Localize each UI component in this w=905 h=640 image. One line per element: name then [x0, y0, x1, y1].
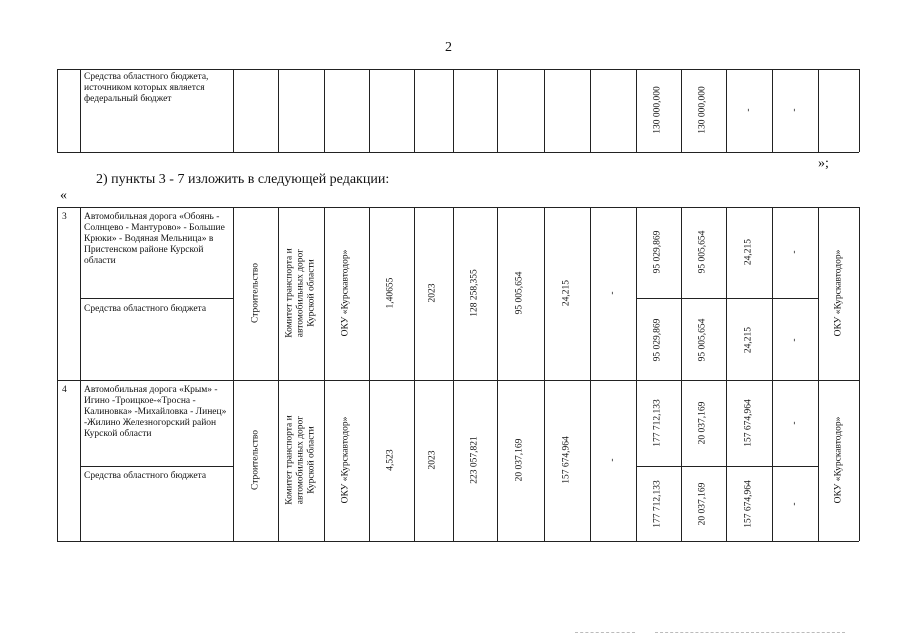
- item-budget-c13: 157 674,964: [743, 480, 754, 528]
- item-budget-c12: 95 005,654: [697, 318, 708, 362]
- item-work-type: Строительство: [250, 262, 261, 324]
- item-total-c11: 177 712,133: [652, 399, 663, 447]
- item-col10: -: [607, 291, 618, 295]
- prev-row-cell-col13: -: [789, 108, 800, 112]
- item-budget-c13: 24,215: [743, 326, 754, 354]
- item-budget-c11: 95 029,869: [652, 318, 663, 362]
- prev-row-cell-col12: -: [743, 108, 754, 112]
- item-total-c11: 95 029,869: [652, 230, 663, 274]
- item-customer: Комитет транспорта и автомобильных дорог Курской области: [284, 415, 317, 505]
- item-year: 2023: [427, 450, 438, 470]
- item-budget-c14: -: [789, 502, 800, 506]
- item-remaining: 157 674,964: [561, 436, 572, 484]
- item-remaining: 24,215: [561, 279, 572, 307]
- item-prev-financed: 95 005,654: [514, 271, 525, 315]
- item-cost: 223 057,821: [469, 436, 480, 484]
- item-budget-c12: 20 037,169: [697, 482, 708, 526]
- item-total-c12: 20 037,169: [697, 401, 708, 445]
- item-cost: 128 258,355: [469, 269, 480, 317]
- prev-row-description: Средства областного бюджета, источником которых является федеральный бюджет: [84, 72, 209, 104]
- item-total-c14: -: [789, 250, 800, 254]
- item-number: 4: [62, 385, 67, 395]
- item-budget-c11: 177 712,133: [652, 480, 663, 528]
- item-name: Автомобильная дорога «Обоянь - Солнцево - Мантурово» - Большие Крюки» - Водяная Мельница» в Пристенском районе Курской области: [84, 212, 225, 266]
- item-name: Автомобильная дорога «Крым» - Игино -Троицкое-«Тросна - Калиновка» -Михайловка - Линец» -Жилино Железногорский район Курской области: [84, 385, 227, 439]
- item-col10: -: [607, 458, 618, 462]
- item-recipient: ОКУ «Курскавтодор»: [833, 416, 844, 504]
- item-budget-c14: -: [789, 338, 800, 342]
- item-number: 3: [62, 212, 67, 222]
- item-total-c14: -: [789, 421, 800, 425]
- item-length: 4,523: [385, 449, 396, 471]
- scan-artifact: [655, 632, 845, 633]
- item-recipient: ОКУ «Курскавтодор»: [833, 249, 844, 337]
- item-total-c12: 95 005,654: [697, 230, 708, 274]
- item-work-type: Строительство: [250, 429, 261, 491]
- prev-row-cell-col11: 130 000,000: [697, 86, 708, 134]
- page-number: 2: [445, 40, 452, 55]
- item-contractor: ОКУ «Курскавтодор»: [340, 416, 351, 504]
- item-contractor: ОКУ «Курскавтодор»: [340, 249, 351, 337]
- opening-quote-mark: «: [60, 188, 67, 203]
- item-total-c13: 24,215: [743, 238, 754, 266]
- item-year: 2023: [427, 283, 438, 303]
- closing-quote-mark: »;: [818, 156, 829, 171]
- item-total-c13: 157 674,964: [743, 399, 754, 447]
- item-budget-label: Средства областного бюджета: [84, 304, 207, 314]
- item-budget-label: Средства областного бюджета: [84, 471, 207, 481]
- item-prev-financed: 20 037,169: [514, 438, 525, 482]
- prev-row-cell-col10: 130 000,000: [652, 86, 663, 134]
- scan-artifact: [575, 632, 635, 633]
- item-length: 1,40655: [385, 277, 396, 309]
- item-customer: Комитет транспорта и автомобильных дорог Курской области: [284, 248, 317, 338]
- amendment-instruction: 2) пункты 3 - 7 изложить в следующей редакции:: [96, 172, 390, 187]
